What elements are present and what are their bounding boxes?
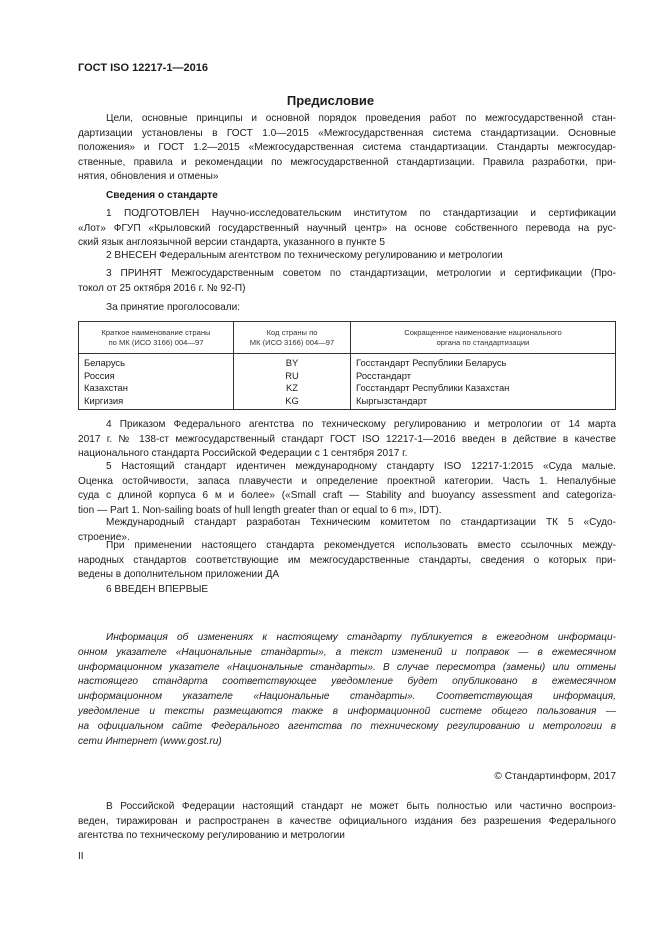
intro-line: Цели, основные принципы и основной порядок проведения работ по межгосударственной стан-: [106, 113, 616, 124]
notice-line: сети Интернет (www.gost.ru): [78, 735, 222, 747]
changes-notice: [78, 631, 616, 749]
item-4-line: 4 Приказом Федерального агентства по техническому регулированию и метрологии от 14 марта: [106, 419, 616, 430]
document-code-header: ГОСТ ISO 12217-1—2016: [78, 62, 208, 74]
item-5c-line: ведены в дополнительном приложении ДА: [78, 569, 280, 581]
item-6-paragraph: 6 ВВЕДЕН ВПЕРВЫЕ: [106, 584, 209, 595]
intro-line: нятия, обновления и отмены»: [78, 171, 219, 183]
item-1-line: «Лот» ФГУП «Крыловский государственный научный центр» на основе собственного перевода на рус-: [78, 222, 616, 234]
item-4-line: национального стандарта Российской Федерации с 1 сентября 2017 г.: [78, 448, 408, 460]
legal-line: агентства по техническому регулированию и метрологии: [78, 830, 345, 842]
intro-line: положения» и ГОСТ 1.2—2015 «Межгосударственная система стандартизации. Стандарты межгосудар-: [78, 142, 616, 154]
notice-line: онном указателе «Национальные стандарты», а текст изменений и поправок — в ежемесячном: [78, 646, 616, 658]
table-cell-body: Госстандарт Республики Беларусь: [351, 354, 616, 370]
table-row: [79, 354, 616, 370]
legal-paragraph: [78, 800, 616, 844]
item-3-line: 3 ПРИНЯТ Межгосударственным советом по стандартизации, метрологии и сертификации (Про-: [106, 268, 616, 279]
item-1-line: 1 ПОДГОТОВЛЕН Научно-исследовательским институтом по стандартизации и сертификации: [106, 208, 616, 219]
info-heading: Сведения о стандарте: [106, 190, 218, 201]
item-5-line: Оценка остойчивости, запаса плавучести и определение проектной категории. Часть 1. Непалубные: [78, 475, 616, 487]
table-cell-code: BY: [234, 354, 351, 370]
countries-table: [78, 321, 616, 410]
item-3-line: токол от 25 октября 2016 г. № 92-П): [78, 282, 246, 294]
voted-label: За принятие проголосовали:: [106, 302, 241, 313]
item-1-paragraph: [78, 207, 616, 251]
table-header-row: [79, 322, 616, 354]
notice-line: информационном указателе «Национальные стандарты». Соответствующая информация,: [78, 691, 616, 703]
item-3-paragraph: [78, 267, 616, 296]
item-5-line: суда с длиной корпуса 6 м и более» («Small craft — Stability and buoyancy assessment and categoriza-: [78, 490, 616, 502]
notice-line: уведомление и тексты размещаются также в информационной системе общего пользования —: [78, 705, 616, 717]
table-cell-body: Кыргызстандарт: [351, 395, 616, 410]
notice-line: Информация об изменениях к настоящему стандарту публикуется в ежегодном информаци-: [106, 632, 616, 643]
item-5-line: 5 Настоящий стандарт идентичен международному стандарту ISO 12217-1:2015 «Суда малые.: [106, 461, 616, 472]
intro-line: ственные, правила и рекомендации по межгосударственной стандартизации. Правила разработки, при-: [78, 156, 616, 168]
table-header-country: Краткое наименование страны по МК (ИСО 3166) 004—97: [79, 322, 234, 354]
item-4-line: 2017 г. № 138-ст межгосударственный стандарт ГОСТ ISO 12217-1—2016 введен в действие в качестве: [78, 433, 616, 445]
table-cell-code: KG: [234, 395, 351, 410]
item-5-line: tion — Part 1. Non-sailing boats of hull length greater than or equal to 6 m», IDT).: [78, 504, 442, 516]
table-row: [79, 370, 616, 383]
item-5b-line: Международный стандарт разработан Техническим комитетом по стандартизации ТК 5 «Судо-: [106, 517, 616, 528]
table-cell-code: KZ: [234, 382, 351, 395]
item-2-paragraph: 2 ВНЕСЕН Федеральным агентством по техническому регулированию и метрологии: [106, 250, 503, 261]
notice-line: информационном указателе «Национальные стандарты». В случае пересмотра (замены) или отмены: [78, 661, 616, 673]
item-5c-paragraph: [78, 539, 616, 583]
table-header-body: Сокращенное наименование национального органа по стандартизации: [351, 322, 616, 354]
legal-line: веден, тиражирован и распространен в качестве официального издания без разрешения Федерального: [78, 815, 616, 827]
page-title: Предисловие: [286, 93, 375, 108]
intro-paragraph: [78, 112, 616, 185]
table-cell-body: Росстандарт: [351, 370, 616, 383]
table-cell-country: Киргизия: [79, 395, 234, 410]
item-5c-line: При применении настоящего стандарта рекомендуется использовать вместо ссылочных между-: [106, 540, 616, 551]
table-row: [79, 382, 616, 395]
notice-line: на официальном сайте Федерального агентства по техническому регулированию и метрологии в: [78, 720, 616, 732]
table-cell-country: Беларусь: [79, 354, 234, 370]
table-header-code: Код страны по МК (ИСО 3166) 004—97: [234, 322, 351, 354]
table-row: [79, 395, 616, 410]
legal-line: В Российской Федерации настоящий стандарт не может быть полностью или частично воспроиз-: [106, 801, 616, 812]
table-cell-body: Госстандарт Республики Казахстан: [351, 382, 616, 395]
page-number: II: [78, 851, 84, 862]
item-4-paragraph: [78, 418, 616, 462]
item-5b-line: строение».: [78, 531, 130, 543]
item-5-paragraph: [78, 460, 616, 518]
item-1-line: ский язык англоязычной версии стандарта, указанного в пункте 5: [78, 237, 385, 249]
table-cell-country: Казахстан: [79, 382, 234, 395]
table-cell-country: Россия: [79, 370, 234, 383]
intro-line: дартизации установлены в ГОСТ 1.0—2015 «Межгосударственная система стандартизации. Основные: [78, 127, 616, 139]
table-cell-code: RU: [234, 370, 351, 383]
item-5c-line: народных стандартов соответствующие им межгосударственные стандарты, сведения о которых при-: [78, 554, 616, 566]
copyright-notice: © Стандартинформ, 2017: [494, 771, 616, 782]
notice-line: настоящего стандарта соответствующее уведомление будет опубликовано в ежемесячном: [78, 676, 616, 688]
